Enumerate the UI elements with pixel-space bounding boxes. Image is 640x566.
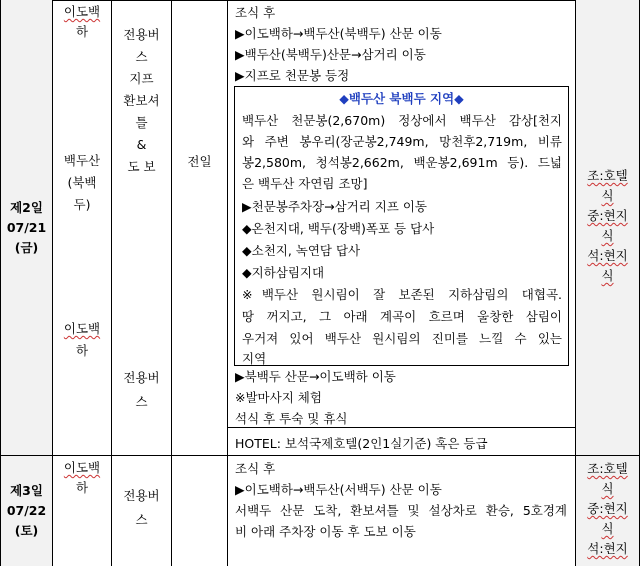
transport-text: 지프	[129, 71, 154, 86]
meal-text: 중:현지	[587, 208, 628, 223]
meal-text: 조:호텔	[587, 168, 628, 183]
hotel-text: HOTEL: 보석국제호텔(2인1실기준) 혹은 등급	[235, 436, 488, 451]
box-note-line: ※백두산 원시림이 잘 보존된 지하삼림의 대협곡.	[242, 287, 562, 302]
box-note-line: 땅 꺼지고, 그 아래 계곡이 흐르며 울창한 삼림이	[242, 309, 562, 324]
box-item: ◆소천지, 녹연담 답사	[242, 243, 361, 258]
place-name: (북백	[67, 175, 97, 190]
hotel-cell	[228, 428, 576, 456]
schedule-line: ▶지프로 천문봉 등정	[235, 68, 350, 83]
day-number: 제3일	[10, 483, 43, 498]
schedule-line: 석식 후 투숙 및 휴식	[235, 411, 348, 426]
transport-text: 전용버	[123, 27, 160, 42]
day-cell	[1, 0, 53, 456]
box-item: ◆지하삼림지대	[242, 265, 325, 280]
meal-text: 석:현지	[587, 248, 628, 263]
transport-text: 환보셔	[123, 93, 160, 108]
place-cell	[53, 456, 112, 566]
transport-text: 전용버	[123, 370, 160, 385]
place-name: 이도백	[63, 321, 101, 336]
box-item: ▶천문봉주차장→삼거리 지프 이동	[242, 199, 428, 214]
time-text: 전일	[187, 154, 212, 169]
meal-text: 조:호텔	[587, 461, 628, 476]
place-name: 두)	[73, 197, 91, 212]
transport-text: &	[136, 137, 147, 152]
box-paragraph-line: 은 백두산 자연림 조망]	[242, 176, 368, 191]
transport-text: 틀	[135, 115, 148, 130]
schedule-line: 비 아래 주차장 이동 후 도보 이동	[235, 524, 416, 539]
schedule-line: ▶이도백하→백두산(서백두) 산문 이동	[235, 482, 442, 497]
meals-cell	[576, 456, 640, 566]
day-weekday: (토)	[14, 523, 39, 538]
day-date: 07/22	[6, 503, 47, 518]
transport-text: 전용버	[123, 488, 160, 503]
highlight-box	[234, 86, 569, 366]
meals-cell	[576, 0, 640, 456]
day-date: 07/21	[6, 219, 47, 235]
place-name: 하	[75, 24, 89, 39]
place-cell	[53, 0, 112, 456]
box-note-line: 우거져 있어 백두산 원시림의 진미를 느낄 수 있는	[242, 331, 562, 346]
place-name: 이도백	[63, 4, 101, 19]
time-cell	[172, 0, 228, 456]
time-cell	[172, 456, 228, 566]
transport-text: 스	[135, 394, 148, 409]
schedule-cell	[228, 456, 576, 566]
schedule-line: ※발마사지 체험	[235, 390, 322, 405]
schedule-line: ▶이도백하→백두산(북백두) 산문 이동	[235, 26, 442, 41]
day-cell	[1, 456, 53, 566]
place-name: 하	[75, 480, 89, 495]
meal-text: 식	[601, 521, 614, 536]
meal-text: 식	[601, 228, 614, 243]
meal-text: 중:현지	[587, 501, 628, 516]
box-paragraph-line: 백두산 천문봉(2,670m) 정상에서 백두산 감상[천지	[242, 113, 562, 128]
schedule-line: ▶북백두 산문→이도백하 이동	[235, 369, 396, 384]
transport-cell	[112, 0, 172, 456]
meal-text: 식	[601, 188, 614, 203]
place-name: 하	[75, 343, 89, 358]
schedule-line: 조식 후	[235, 461, 276, 476]
schedule-line: 서백두 산문 도착, 환보셔틀 및 설상차로 환승, 5호경계	[235, 503, 567, 518]
highlight-box-title: ◆백두산 북백두 지역◆	[339, 91, 464, 106]
day-weekday: (금)	[14, 239, 39, 255]
place-name: 이도백	[63, 460, 101, 475]
transport-text: 스	[135, 49, 148, 64]
transport-text: 스	[135, 512, 148, 527]
transport-text: 도 보	[127, 159, 156, 174]
meal-text: 식	[601, 481, 614, 496]
meal-text: 석:현지	[587, 541, 628, 556]
transport-cell	[112, 456, 172, 566]
box-paragraph-line: 와 주변 봉우리(장군봉2,749m, 망천후2,719m, 비류	[242, 134, 562, 149]
box-note-line: 지역	[242, 351, 267, 366]
box-paragraph-line: 봉2,580m, 청석봉2,662m, 백운봉2,691m 등). 드넓	[242, 155, 562, 170]
box-item: ◆온천지대, 백두(장백)폭포 등 답사	[242, 221, 435, 236]
schedule-line: 조식 후	[235, 5, 276, 20]
schedule-line: ▶백두산(북백두)산문→삼거리 이동	[235, 47, 426, 62]
place-name: 백두산	[63, 153, 101, 168]
meal-text: 식	[601, 268, 614, 283]
day-number: 제2일	[10, 199, 43, 215]
